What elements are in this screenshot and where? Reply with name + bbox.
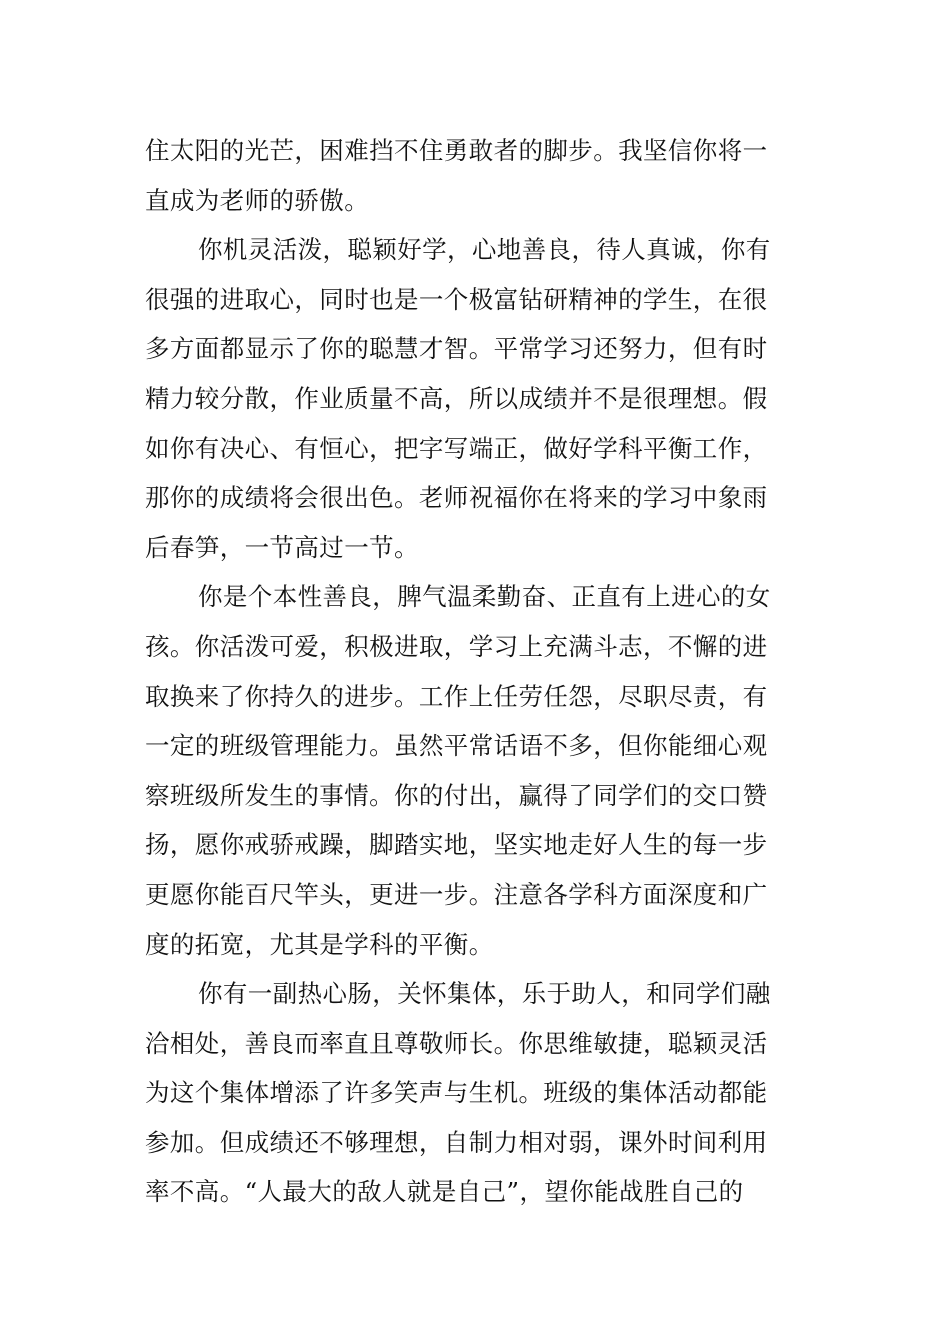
paragraph-first-line: 你机灵活泼，聪颖好学，心地善良，待人真诚，你有 bbox=[198, 235, 771, 265]
text-line: 多方面都显示了你的聪慧才智。平常学习还努力，但有时 bbox=[145, 334, 768, 364]
document-body bbox=[145, 126, 810, 1217]
text-line: 参加。但成绩还不够理想，自制力相对弱，课外时间利用 bbox=[145, 1127, 768, 1157]
text-line: 率不高。“人最大的敌人就是自己”，望你能战胜自己的 bbox=[145, 1177, 744, 1207]
text-line: 察班级所发生的事情。你的付出，赢得了同学们的交口赞 bbox=[145, 780, 768, 810]
text-line: 直成为老师的骄傲。 bbox=[145, 185, 370, 215]
text-line: 更愿你能百尺竿头，更进一步。注意各学科方面深度和广 bbox=[145, 879, 768, 909]
paragraph-first-line: 你有一副热心肠，关怀集体，乐于助人，和同学们融 bbox=[198, 979, 771, 1009]
text-line: 一定的班级管理能力。虽然平常话语不多，但你能细心观 bbox=[145, 731, 768, 761]
paragraph-first-line: 你是个本性善良，脾气温柔勤奋、正直有上进心的女 bbox=[198, 582, 771, 612]
text-line: 为这个集体增添了许多笑声与生机。班级的集体活动都能 bbox=[145, 1078, 768, 1108]
text-line: 取换来了你持久的进步。工作上任劳任怨，尽职尽责，有 bbox=[145, 681, 768, 711]
text-line: 很强的进取心，同时也是一个极富钻研精神的学生，在很 bbox=[145, 284, 768, 314]
text-line: 精力较分散，作业质量不高，所以成绩并不是很理想。假 bbox=[145, 383, 768, 413]
text-line: 洽相处，善良而率直且尊敬师长。你思维敏捷，聪颖灵活 bbox=[145, 1028, 768, 1058]
text-line: 那你的成绩将会很出色。老师祝福你在将来的学习中象雨 bbox=[145, 483, 768, 513]
text-line: 后春笋，一节高过一节。 bbox=[145, 532, 419, 562]
text-line: 如你有决心、有恒心，把字写端正，做好学科平衡工作， bbox=[145, 433, 768, 463]
text-line: 扬，愿你戒骄戒躁，脚踏实地，坚实地走好人生的每一步 bbox=[145, 830, 768, 860]
text-line: 住太阳的光芒，困难挡不住勇敢者的脚步。我坚信你将一 bbox=[145, 136, 768, 165]
text-line: 度的拓宽，尤其是学科的平衡。 bbox=[145, 929, 494, 959]
text-line: 孩。你活泼可爱，积极进取，学习上充满斗志，不懈的进 bbox=[145, 631, 768, 661]
